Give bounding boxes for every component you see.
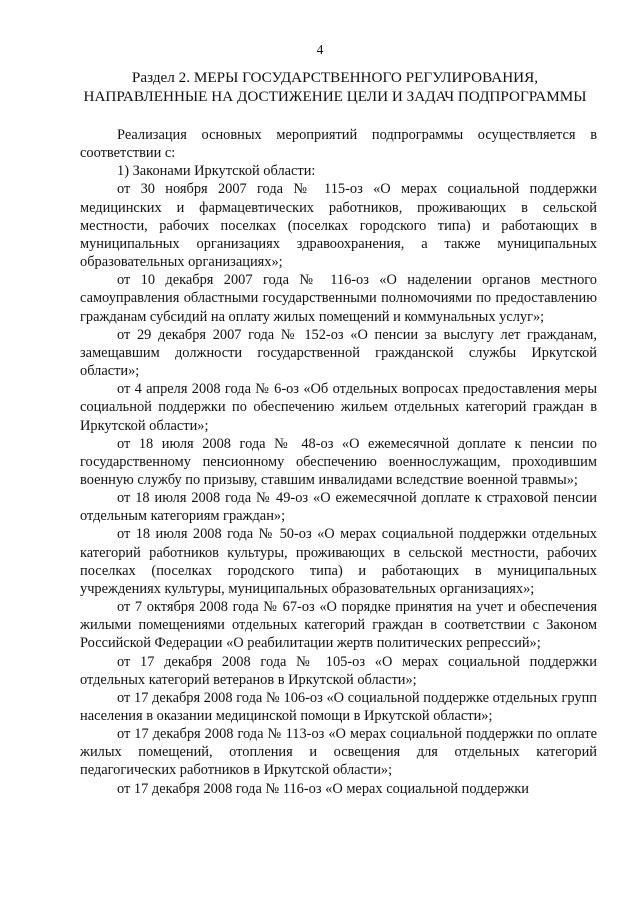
paragraph-law-67-oz: от 7 октября 2008 года № 67-оз «О порядке принятия на учет и обеспечения жилыми помещениями отдельных категорий граждан в соответствии с Законом Российской Федерации «О реабилитации жертв политических репрессий»; [80, 599, 597, 652]
paragraph-law-6-oz: от 4 апреля 2008 года № 6-оз «Об отдельных вопросах предоставления меры социальной поддержки по обеспечению жильем отдельных категорий граждан в Иркутской области»; [80, 381, 597, 434]
paragraph-law-48-oz: от 18 июля 2008 года № 48-оз «О ежемесячной доплате к пенсии по государственному пенсионному обеспечению военнослужащим, проходившим военную службу по призыву, ставшим инвалидами вследствие военной травмы»; [80, 435, 597, 488]
page-number: 4 [316, 42, 324, 57]
paragraph-law-113-oz: от 17 декабря 2008 года № 113-оз «О мерах социальной поддержки по оплате жилых помещений, отопления и освещения для отдельных категорий педагогических работников в Иркутской области»; [80, 726, 597, 779]
paragraph-laws-heading: 1) Законами Иркутской области: [117, 163, 316, 180]
paragraph-law-152-oz: от 29 декабря 2007 года № 152-оз «О пенсии за выслугу лет гражданам, замещавшим должности государственной гражданской службы Иркутской области»; [80, 326, 597, 380]
paragraph-law-115-oz: от 30 ноября 2007 года № 115-оз «О мерах социальной поддержки медицинских и фармацевтических работников, проживающих в сельской местности, рабочих поселках (поселках городского типа) и работающих в муниципальных организациях здравоохранения, а также муниципальных образовательных организациях»; [80, 181, 597, 271]
paragraph-law-106-oz: от 17 декабря 2008 года № 106-оз «О социальной поддержке отдельных групп населения в оказании медицинской помощи в Иркутской области»; [80, 689, 597, 724]
paragraph-law-105-oz: от 17 декабря 2008 года № 105-оз «О мерах социальной поддержки отдельных категорий ветеранов в Иркутской области»; [80, 653, 597, 688]
paragraph-law-50-oz: от 18 июля 2008 года № 50-оз «О мерах социальной поддержки отдельных категорий работников культуры, проживающих в сельской местности, рабочих поселках (поселках городского типа) и работающих в муниципальных учреждениях культуры, муниципальных образовательных организациях»; [80, 526, 597, 597]
section-body [80, 126, 597, 798]
section-title: Раздел 2. МЕРЫ ГОСУДАРСТВЕННОГО РЕГУЛИРОВАНИЯ, НАПРАВЛЕННЫЕ НА ДОСТИЖЕНИЕ ЦЕЛИ И ЗАДАЧ ПОДПРОГРАММЫ [83, 69, 587, 105]
paragraph-law-116-oz-2007: от 10 декабря 2007 года № 116-оз «О наделении органов местного самоуправления областными государственными полномочиями по предоставлению гражданам субсидий на оплату жилых помещений и коммунальных услуг»; [80, 272, 597, 325]
paragraph-intro: Реализация основных мероприятий подпрограммы осуществляется в соответствии с: [80, 127, 597, 162]
paragraph-law-49-oz: от 18 июля 2008 года № 49-оз «О ежемесячной доплате к страховой пенсии отдельным категориям граждан»; [80, 490, 597, 525]
paragraph-law-116-oz-2008: от 17 декабря 2008 года № 116-оз «О мерах социальной поддержки [117, 780, 529, 797]
